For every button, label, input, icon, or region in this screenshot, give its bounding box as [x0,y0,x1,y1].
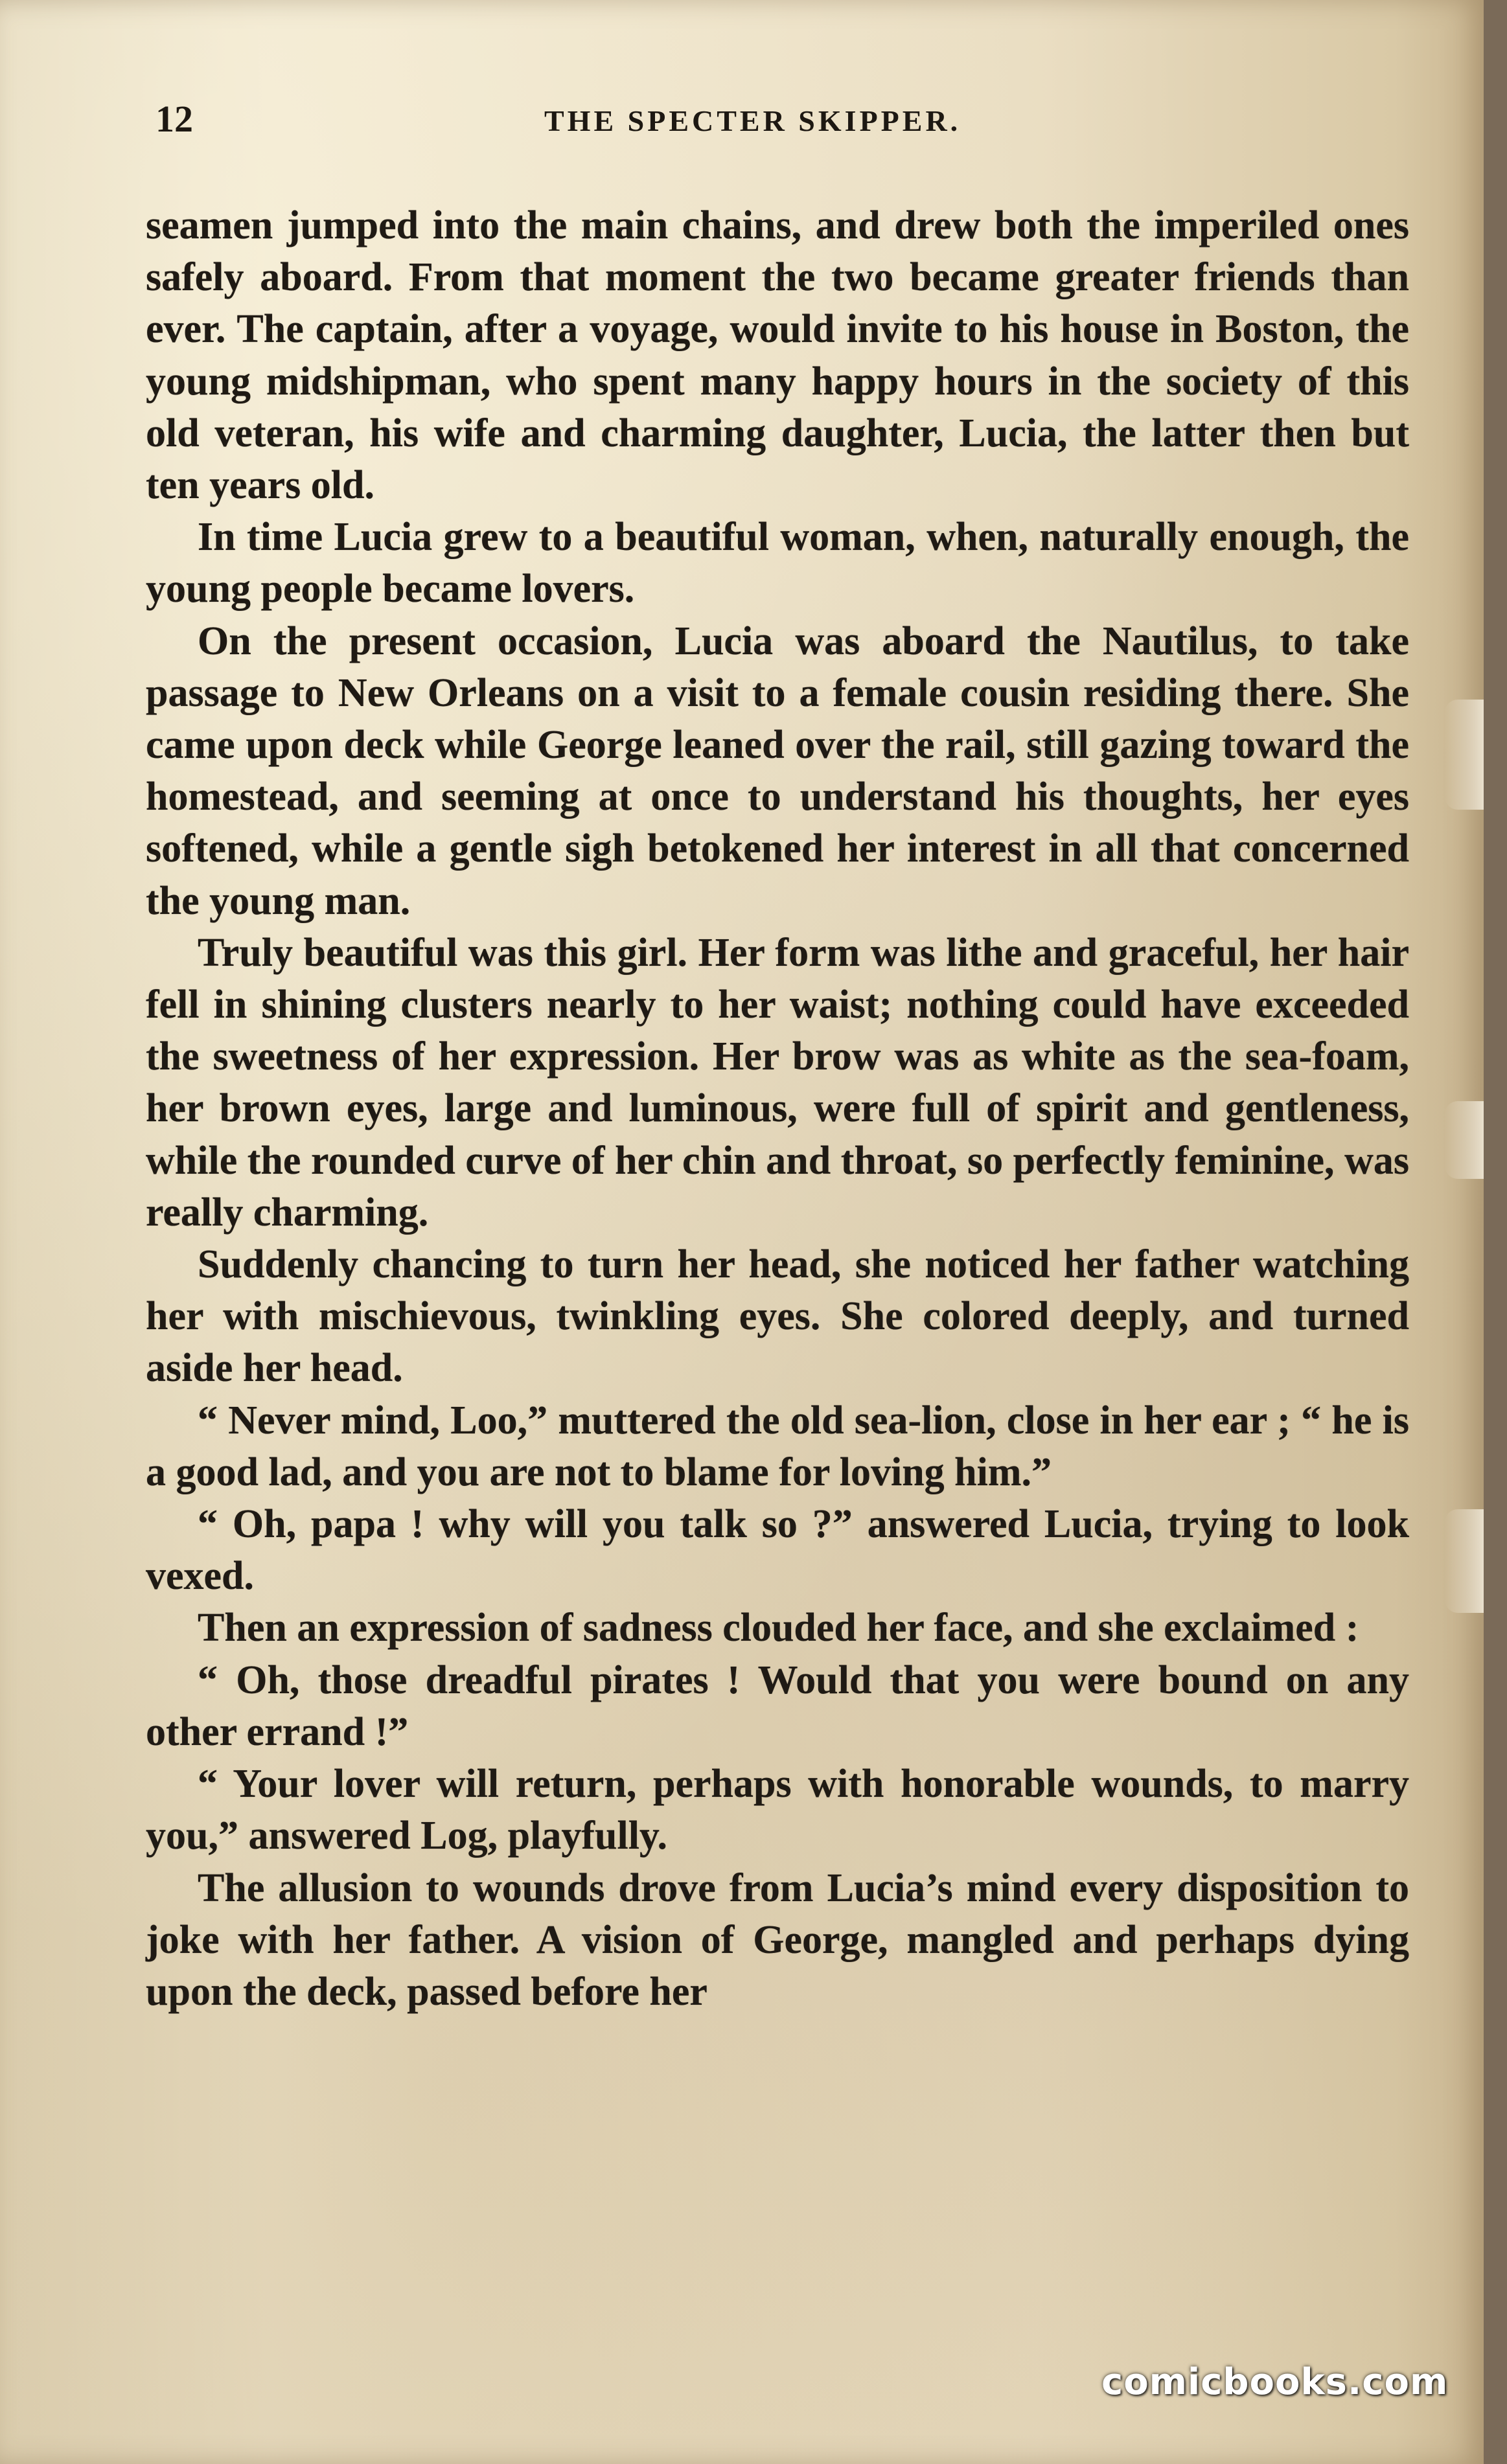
page-number: 12 [155,98,193,140]
paragraph: “ Oh, papa ! why will you talk so ?” answered Lucia, trying to look vexed. [146,1502,1409,1599]
paragraph: In time Lucia grew to a beautiful woman, when, naturally enough, the young people became lovers. [146,515,1409,611]
page-edge-stain [1445,700,1484,810]
paragraph: The allusion to wounds drove from Lucia’s mind every disposition to joke with her father. A vision of George, mangled and perhaps dying upon the deck, passed before her [146,1865,1409,2014]
page-edge-stain [1445,1509,1484,1613]
page-edge-stain [1445,1101,1484,1179]
paragraph: Then an expression of sadness clouded her face, and she exclaimed : [198,1606,1359,1650]
paragraph: “ Oh, those dreadful pirates ! Would that you were bound on any other errand !” [146,1658,1409,1754]
paragraph: On the present occasion, Lucia was aboard the Nautilus, to take passage to New Orleans on a visit to a female cousin residing there. She came upon deck while George leaned over the rail, still gazing toward the homestead, and seeming at once to understand his thoughts, her eyes softened, while a gentle sigh betokened her interest in all that concerned the young man. [146,619,1409,923]
watermark: comicbooks.com [1101,2361,1449,2403]
paragraph: “ Never mind, Loo,” muttered the old sea-lion, close in her ear ; “ he is a good lad, and you are not to blame for loving him.” [146,1398,1409,1494]
paragraph: Suddenly chancing to turn her head, she noticed her father watching her with mischievous, twinkling eyes. She colored deeply, and turned aside her head. [146,1242,1409,1391]
paragraph: “ Your lover will return, perhaps with honorable wounds, to marry you,” answered Log, playfully. [146,1762,1409,1858]
paragraph: seamen jumped into the main chains, and drew both the imperiled ones safely aboard. From that moment the two became greater friends than ever. The captain, after a voyage, would invite to his house in Boston, the young midshipman, who spent many happy hours in the society of this old veteran, his wife and charming daughter, Lucia, the latter then but ten years old. [146,203,1409,508]
paragraph: Truly beautiful was this girl. Her form was lithe and graceful, her hair fell in shining clusters nearly to her waist; nothing could have exceeded the sweetness of her expression. Her brow was as white as the sea-foam, her brown eyes, large and luminous, were full of spirit and gentleness, while the rounded curve of her chin and throat, so perfectly feminine, was really charming. [146,930,1409,1235]
running-title: THE SPECTER SKIPPER. [544,104,961,137]
running-head [155,97,1399,143]
body-text [146,200,1409,2018]
